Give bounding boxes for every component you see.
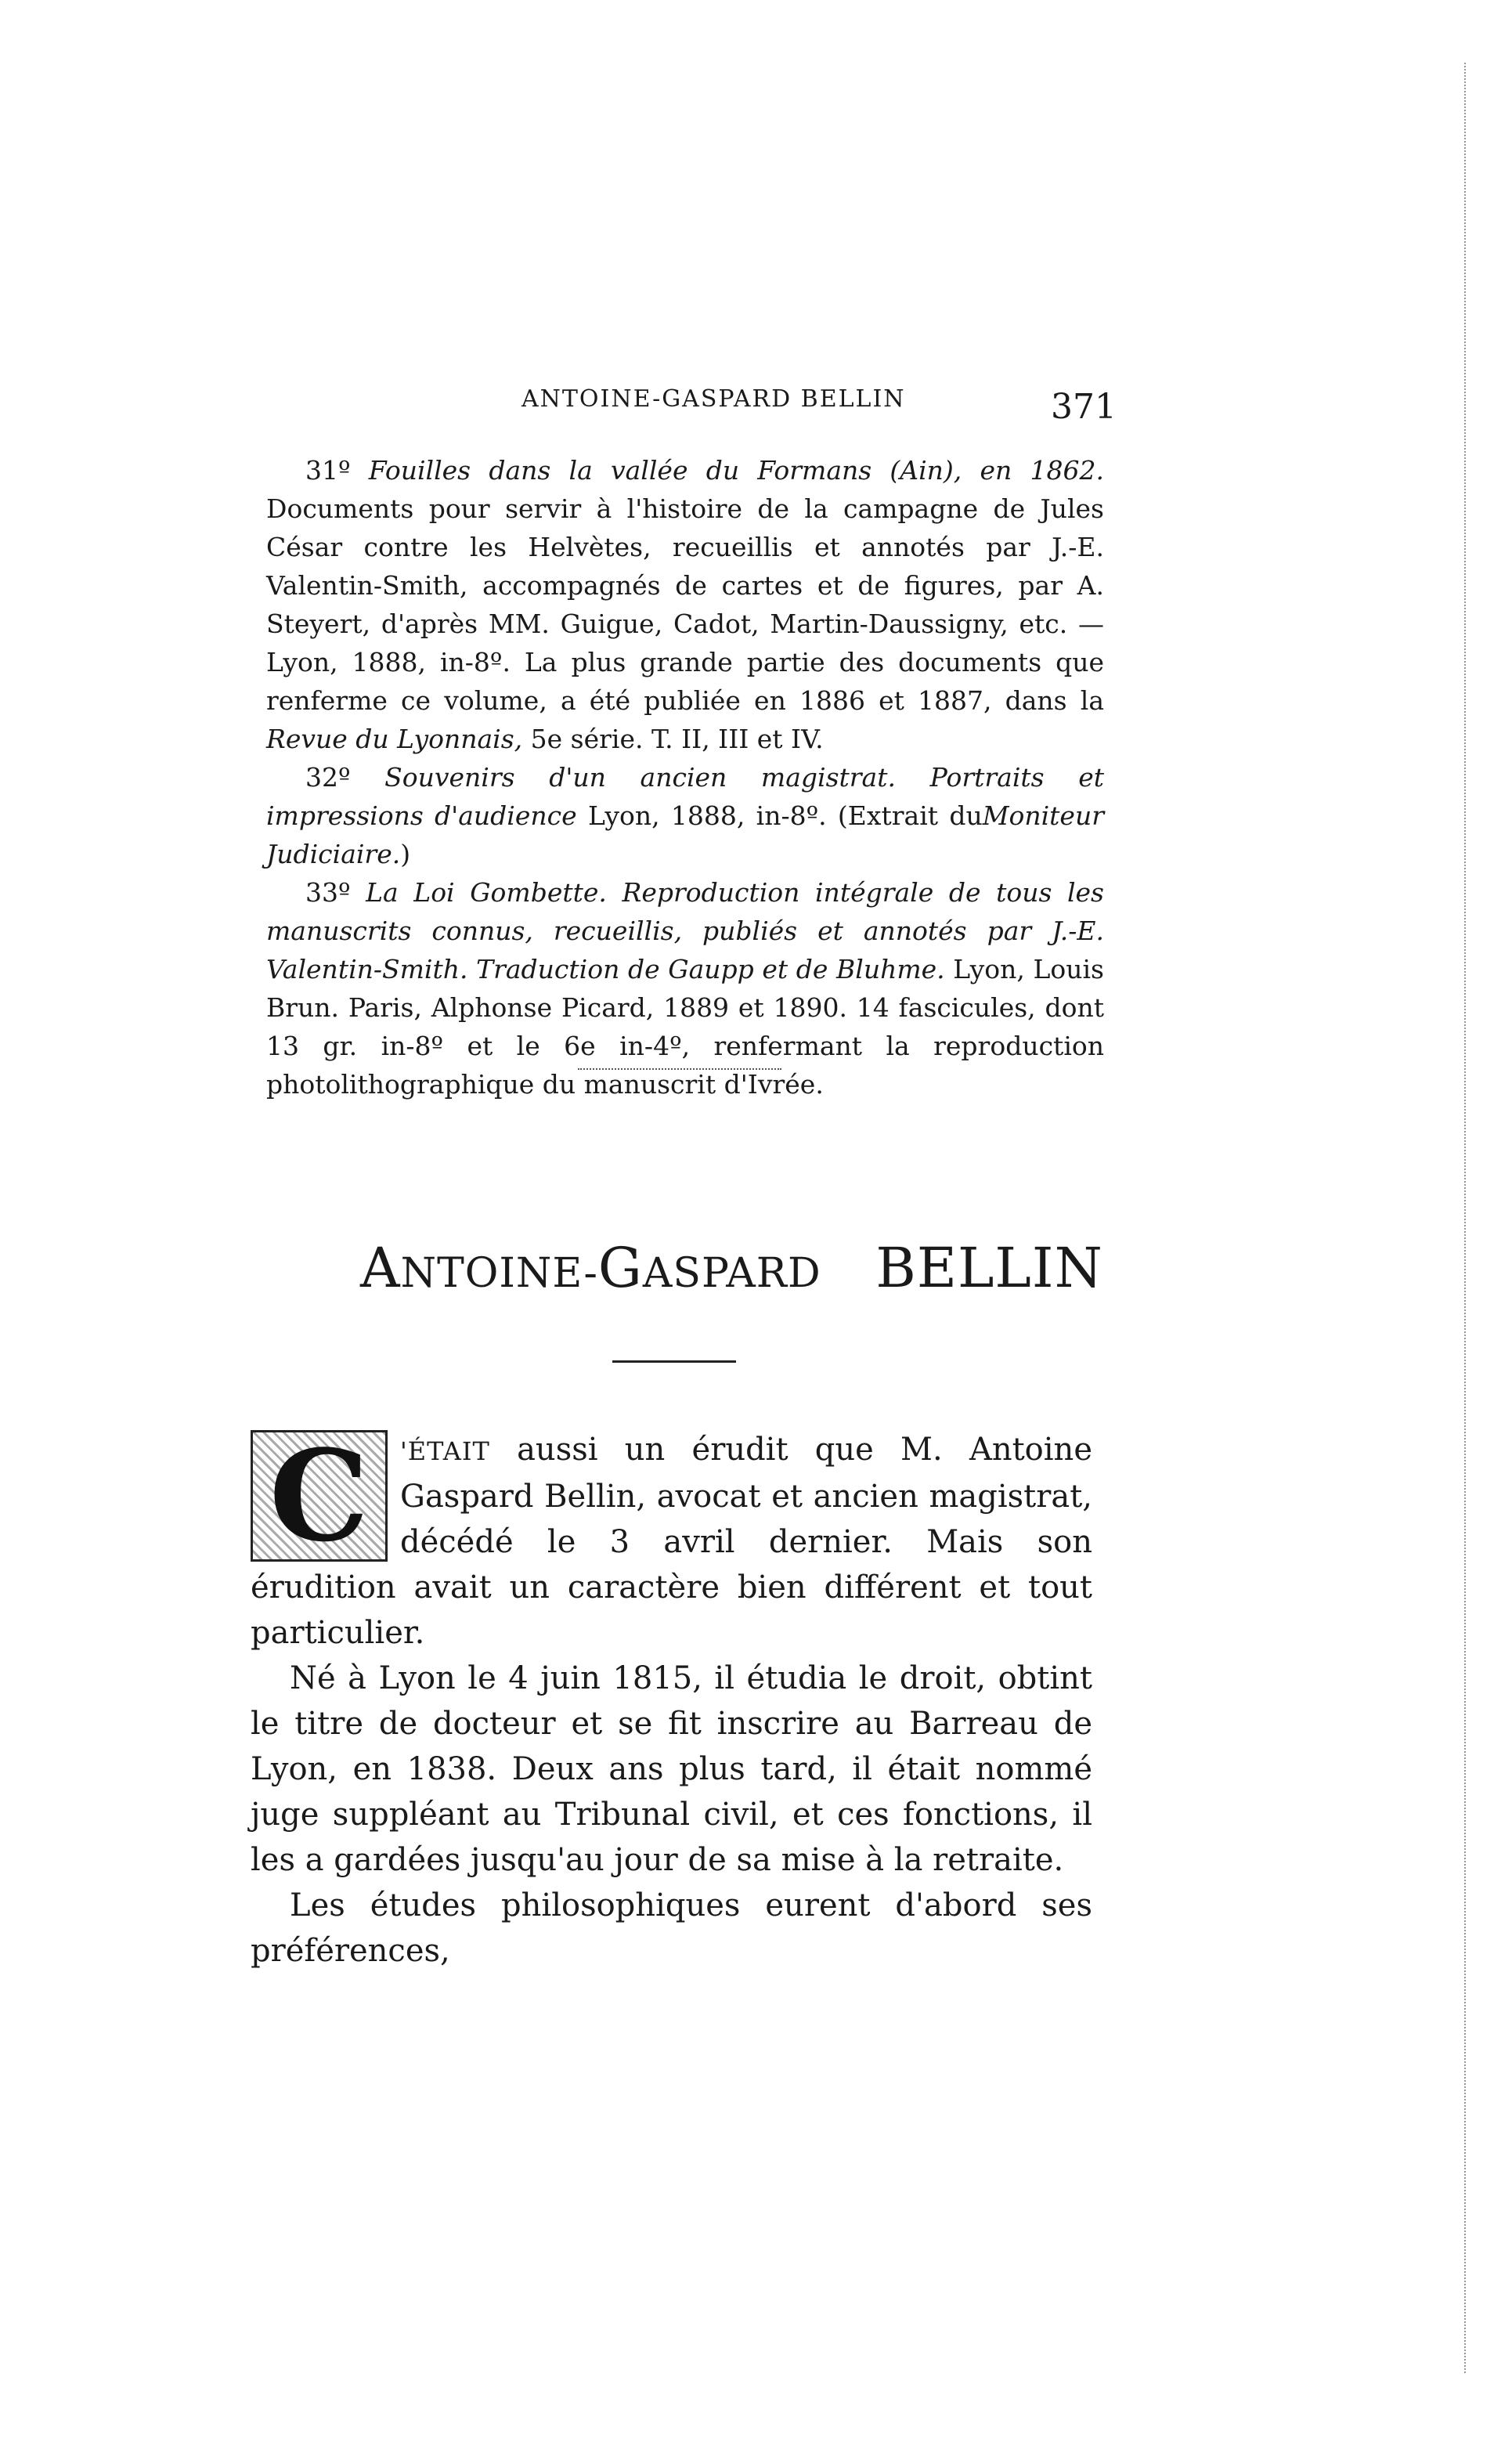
- reference-number: 31º: [305, 455, 351, 486]
- reference-text: Documents pour servir à l'histoire de la campagne de Jules César contre les Helvètes, recueillis et annotés par J.-E. Valentin-Smith, accompagnés de cartes et de figures, par A. Steyert, d'après MM. Guigue, Cadot, Martin-Daussigny, etc. — Lyon, 1888, in-8º. La plus grande partie des documents que renferme ce volume, a été publiée en 1886 et 1887, dans la: [266, 493, 1104, 716]
- paragraph-3: Les études philosophiques eurent d'abord ses préférences,: [251, 1887, 1092, 1969]
- title-initial-a: A: [360, 1236, 401, 1300]
- reference-journal: Moniteur Judiciaire.: [266, 800, 1104, 869]
- body-text: [251, 1422, 1092, 1974]
- paragraph-2: Né à Lyon le 4 juin 1815, il étudia le droit, obtint le titre de docteur et se fit inscrire au Barreau de Lyon, en 1838. Deux ans plus tard, il était nommé juge suppléant au Tribunal civil, et ces fonctions, il les a gardées jusqu'au jour de sa mise à la retraite.: [251, 1660, 1092, 1878]
- section-divider: [578, 1068, 781, 1070]
- title-surname: BELLIN: [875, 1236, 1103, 1300]
- title-underline: [612, 1360, 736, 1363]
- page-number: 371: [1051, 387, 1117, 427]
- title-smallcaps-2: ASPARD: [642, 1250, 821, 1297]
- reference-32: [266, 758, 1104, 873]
- reference-title: La Loi Gombette. Reproduction intégrale de tous les manuscrits connus, recueillis, publiés et annotés par J.-E. Valentin-Smith. Traduction de Gaupp et de Bluhme.: [266, 877, 1104, 984]
- scan-edge-marks: [1464, 63, 1466, 2373]
- chapter-title: [360, 1236, 1112, 1300]
- reference-journal: Revue du Lyonnais,: [266, 724, 523, 754]
- first-word: 'ÉTAIT: [400, 1436, 490, 1466]
- reference-text: Lyon, Louis Brun. Paris, Alphonse Picard, 1889 et 1890. 14 fascicules, dont 13 gr. in-8º et le 6e in-4º, renfermant la reproduction photolithographique du manuscrit d'Ivrée.: [266, 954, 1104, 1100]
- title-initial-g: G: [597, 1236, 643, 1300]
- running-title: ANTOINE-GASPARD BELLIN: [521, 385, 906, 413]
- ornamental-dropcap: [251, 1422, 388, 1569]
- references-list: [266, 451, 1104, 1103]
- reference-text-end: 5e série. T. II, III et IV.: [530, 724, 824, 754]
- dropcap-letter: C: [253, 1432, 385, 1559]
- reference-text-end: ): [400, 839, 411, 869]
- reference-number: 32º: [305, 762, 351, 793]
- reference-title: Souvenirs d'un ancien magistrat. Portraits et impressions d'audience: [266, 762, 1104, 831]
- title-smallcaps-1: NTOINE-: [400, 1250, 598, 1297]
- reference-text: Lyon, 1888, in-8º. (Extrait du: [587, 800, 983, 831]
- reference-31: [266, 451, 1104, 758]
- reference-number: 33º: [305, 877, 351, 908]
- reference-title: Fouilles dans la vallée du Formans (Ain), en 1862.: [368, 455, 1104, 486]
- paragraph-1-text: aussi un érudit que M. Antoine Gaspard Bellin, avocat et ancien magistrat, décédé le 3 avril dernier. Mais son érudition avait un caractère bien différent et tout particulier.: [251, 1432, 1092, 1651]
